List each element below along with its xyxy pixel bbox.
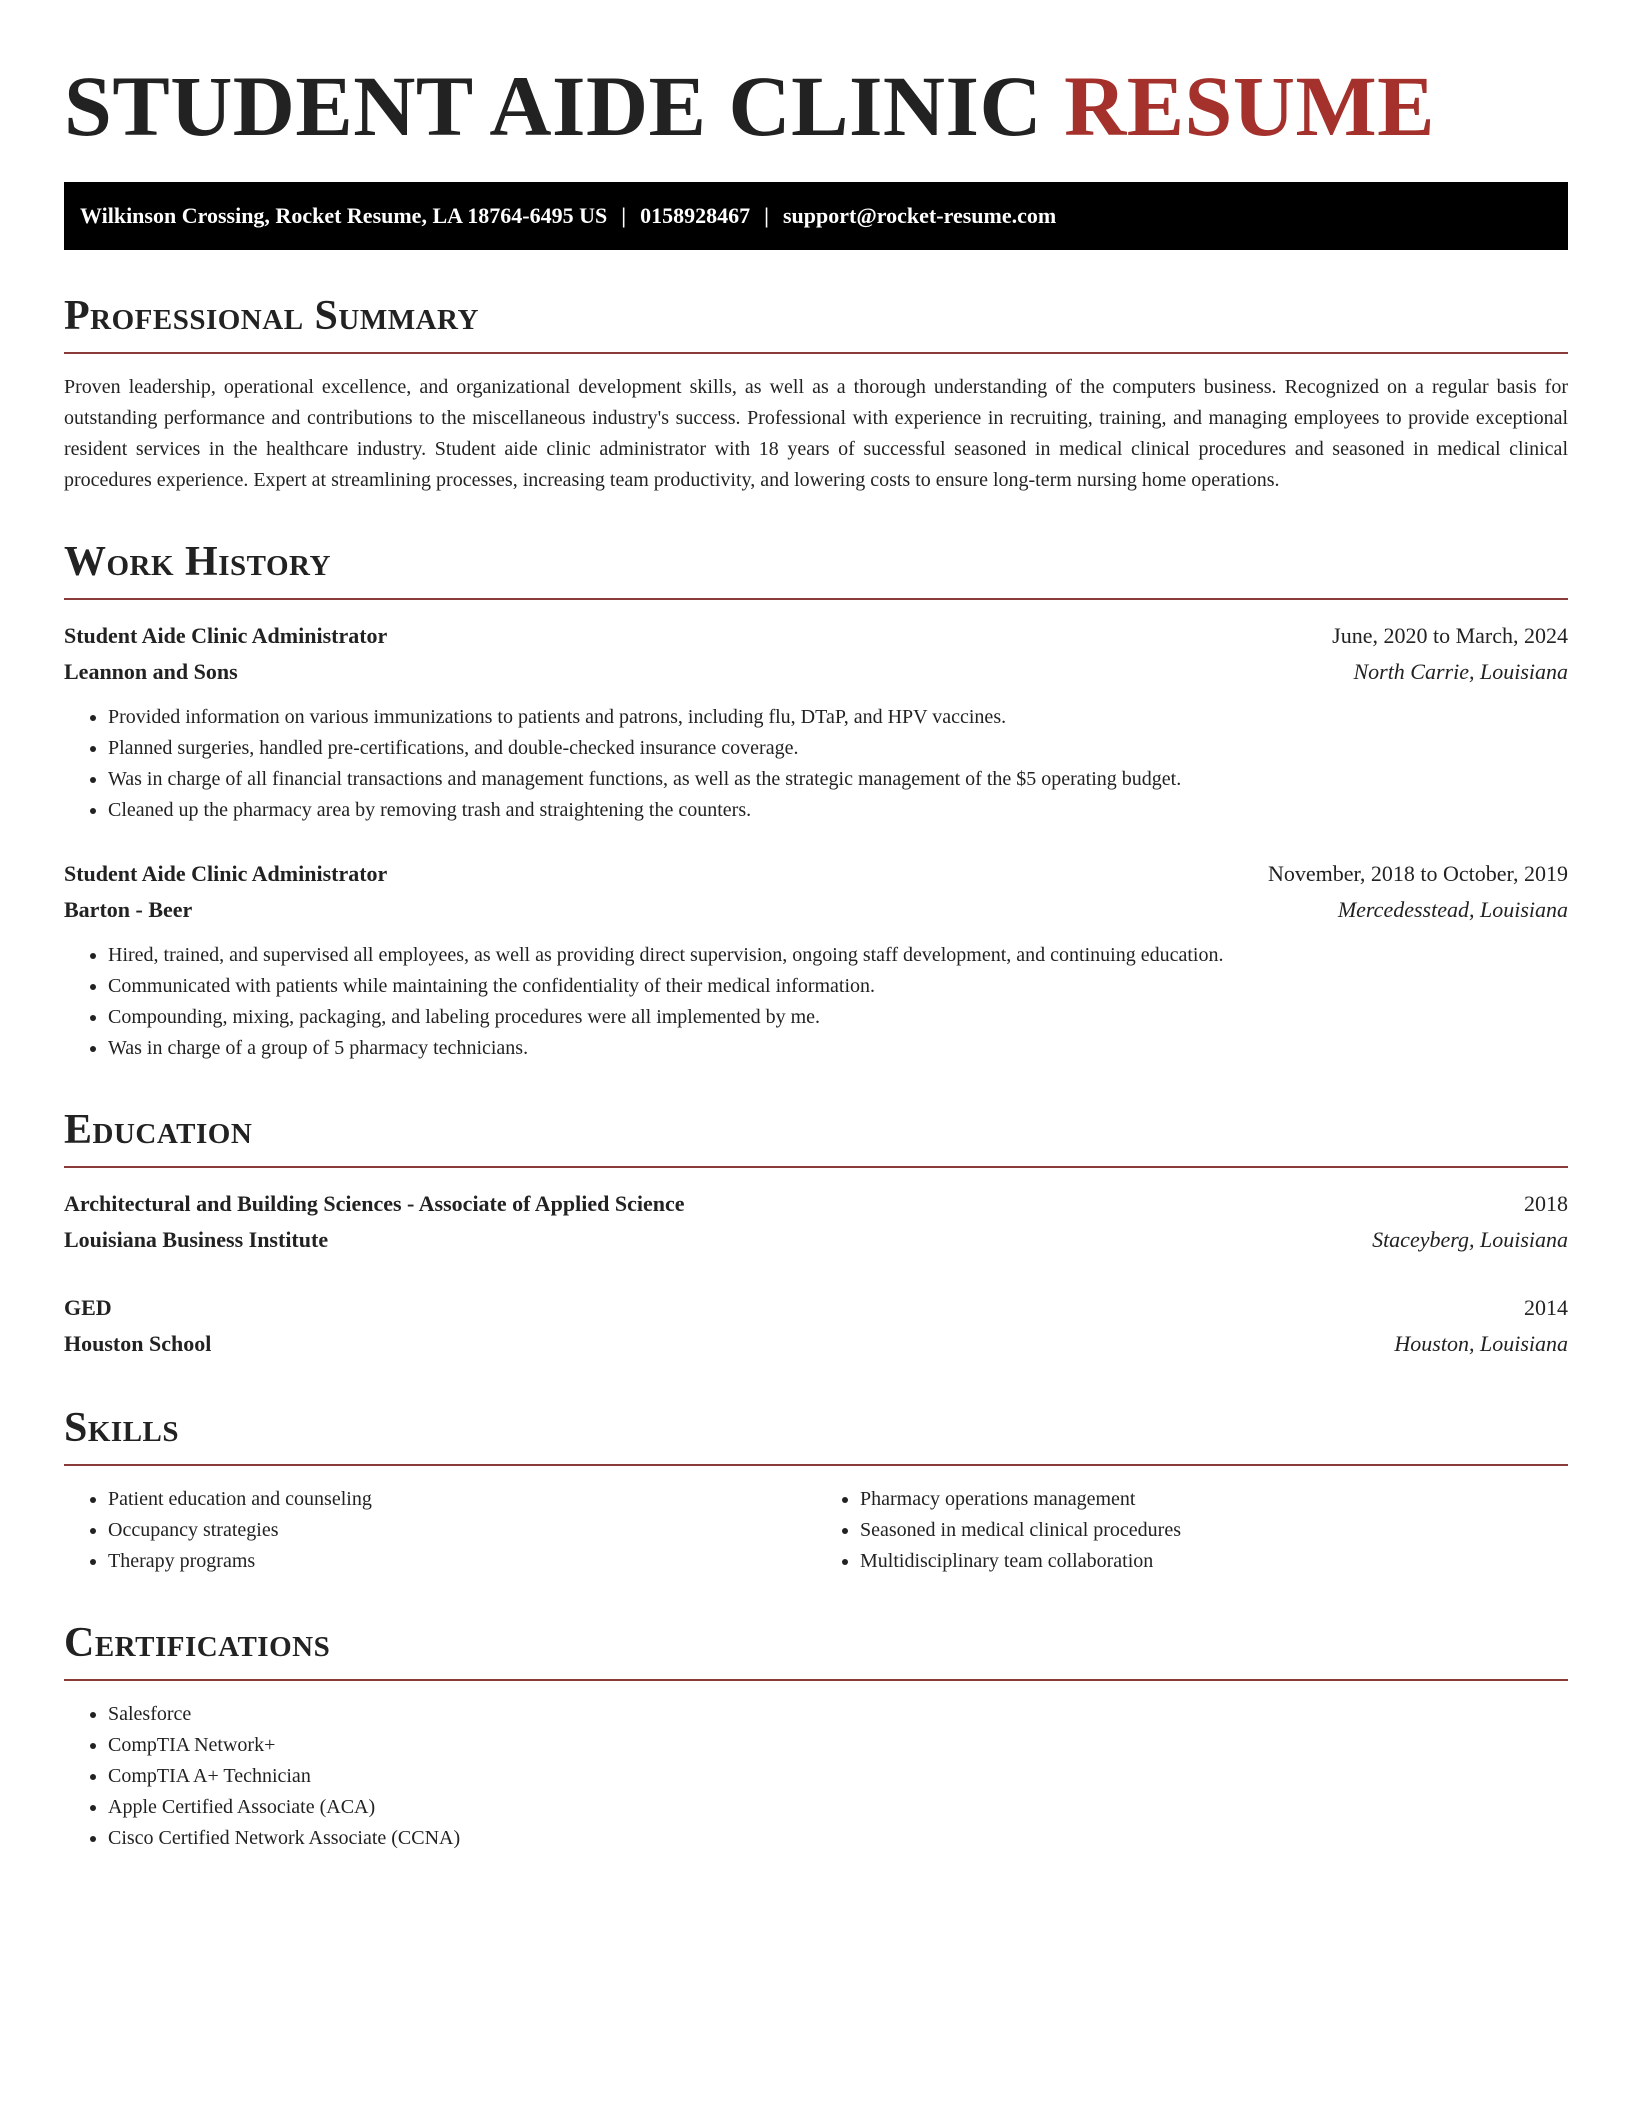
summary-section xyxy=(64,290,1568,496)
job-bullet: • Compounding, mixing, packaging, and labeling procedures were all implemented by me. xyxy=(108,1002,1568,1033)
work-history-section xyxy=(64,536,1568,1064)
certifications-list xyxy=(64,1699,1568,1854)
job-location: North Carrie, Louisiana xyxy=(1353,659,1568,684)
job-bullets xyxy=(64,702,1568,826)
contact-email[interactable]: support@rocket-resume.com xyxy=(782,203,1057,228)
resume-title xyxy=(64,0,1568,156)
job-header-row xyxy=(64,618,1568,654)
contact-address: Wilkinson Crossing, Rocket Resume, LA 18764-6495 US xyxy=(80,203,608,228)
contact-bar xyxy=(64,182,1568,250)
skill-item: • Therapy programs xyxy=(108,1546,816,1577)
education-year: 2018 xyxy=(1524,1191,1568,1216)
skills-list-left xyxy=(64,1484,816,1577)
job-entry xyxy=(64,856,1568,1064)
education-section xyxy=(64,1104,1568,1362)
resume-content xyxy=(64,0,1568,1854)
education-degree: Architectural and Building Sciences - Associate of Applied Science xyxy=(64,1191,685,1216)
contact-separator: | xyxy=(764,203,769,228)
education-entry xyxy=(64,1186,1568,1258)
job-company-row xyxy=(64,654,1568,690)
job-bullet: • Provided information on various immunizations to patients and patrons, including flu, DTaP, and HPV vaccines. xyxy=(108,702,1568,733)
certification-item: • CompTIA A+ Technician xyxy=(108,1761,1568,1792)
certifications-heading: Certifications xyxy=(64,1620,331,1666)
contact-phone: 0158928467 xyxy=(640,203,751,228)
skill-item: • Seasoned in medical clinical procedures xyxy=(860,1515,1568,1546)
education-degree: GED xyxy=(64,1295,112,1320)
section-divider xyxy=(64,598,1568,600)
certification-item: • Salesforce xyxy=(108,1699,1568,1730)
job-title: Student Aide Clinic Administrator xyxy=(64,623,388,648)
job-dates: November, 2018 to October, 2019 xyxy=(1267,861,1568,886)
job-header-row xyxy=(64,856,1568,892)
education-school: Houston School xyxy=(64,1331,212,1356)
job-bullet: • Was in charge of a group of 5 pharmacy technicians. xyxy=(108,1033,1568,1064)
education-school-row xyxy=(64,1222,1568,1258)
job-bullet: • Was in charge of all financial transactions and management functions, as well as the strategic management of the $5 operating budget. xyxy=(108,764,1568,795)
education-heading: Education xyxy=(64,1107,253,1153)
job-entry xyxy=(64,618,1568,826)
job-bullet: • Cleaned up the pharmacy area by removing trash and straightening the counters. xyxy=(108,795,1568,826)
skills-section xyxy=(64,1402,1568,1577)
education-location: Houston, Louisiana xyxy=(1394,1331,1568,1356)
section-divider xyxy=(64,1679,1568,1681)
job-bullet: • Planned surgeries, handled pre-certifications, and double-checked insurance coverage. xyxy=(108,733,1568,764)
title-main: STUDENT AIDE CLINIC xyxy=(64,58,1043,154)
skill-item: • Multidisciplinary team collaboration xyxy=(860,1546,1568,1577)
education-degree-row xyxy=(64,1186,1568,1222)
education-location: Staceyberg, Louisiana xyxy=(1372,1227,1568,1252)
education-degree-row xyxy=(64,1290,1568,1326)
education-year: 2014 xyxy=(1524,1295,1568,1320)
education-school: Louisiana Business Institute xyxy=(64,1227,329,1252)
certification-item: • Apple Certified Associate (ACA) xyxy=(108,1792,1568,1823)
certifications-section xyxy=(64,1617,1568,1854)
section-divider xyxy=(64,1166,1568,1168)
skill-item: • Patient education and counseling xyxy=(108,1484,816,1515)
skills-list-right xyxy=(816,1484,1568,1577)
title-accent: RESUME xyxy=(1064,58,1436,154)
skills-heading: Skills xyxy=(64,1405,180,1451)
job-title: Student Aide Clinic Administrator xyxy=(64,861,388,886)
job-company: Leannon and Sons xyxy=(64,659,238,684)
summary-text: Proven leadership, operational excellence, and organizational development skills, as well as a thorough understanding of the computers business. Recognized on a regular basis for outstanding performance and contributions to the miscellaneous industry's success. Professional with experience in recruiting, training, and managing employees to provide exceptional resident services in the healthcare industry. Student aide clinic administrator with 18 years of successful seasoned in medical clinical procedures and seasoned in medical clinical procedures experience. Expert at streamlining processes, increasing team productivity, and lowering costs to ensure long-term nursing home operations. xyxy=(64,376,1568,491)
job-dates: June, 2020 to March, 2024 xyxy=(1332,623,1568,648)
summary-heading: Professional Summary xyxy=(64,293,479,339)
job-company-row xyxy=(64,892,1568,928)
job-bullet: • Communicated with patients while maintaining the confidentiality of their medical information. xyxy=(108,971,1568,1002)
contact-separator: | xyxy=(621,203,627,228)
education-school-row xyxy=(64,1326,1568,1362)
certification-item: • Cisco Certified Network Associate (CCNA) xyxy=(108,1823,1568,1854)
section-divider xyxy=(64,1464,1568,1466)
work-history-heading: Work History xyxy=(64,539,331,585)
job-bullets xyxy=(64,940,1568,1064)
skill-item: • Occupancy strategies xyxy=(108,1515,816,1546)
job-location: Mercedesstead, Louisiana xyxy=(1337,897,1568,922)
skill-item: • Pharmacy operations management xyxy=(860,1484,1568,1515)
education-entry xyxy=(64,1290,1568,1362)
skills-grid xyxy=(64,1484,1568,1577)
certification-item: • CompTIA Network+ xyxy=(108,1730,1568,1761)
job-bullet: • Hired, trained, and supervised all employees, as well as providing direct supervision, ongoing staff development, and continuing education. xyxy=(108,940,1568,971)
section-divider xyxy=(64,352,1568,354)
job-company: Barton - Beer xyxy=(64,897,193,922)
